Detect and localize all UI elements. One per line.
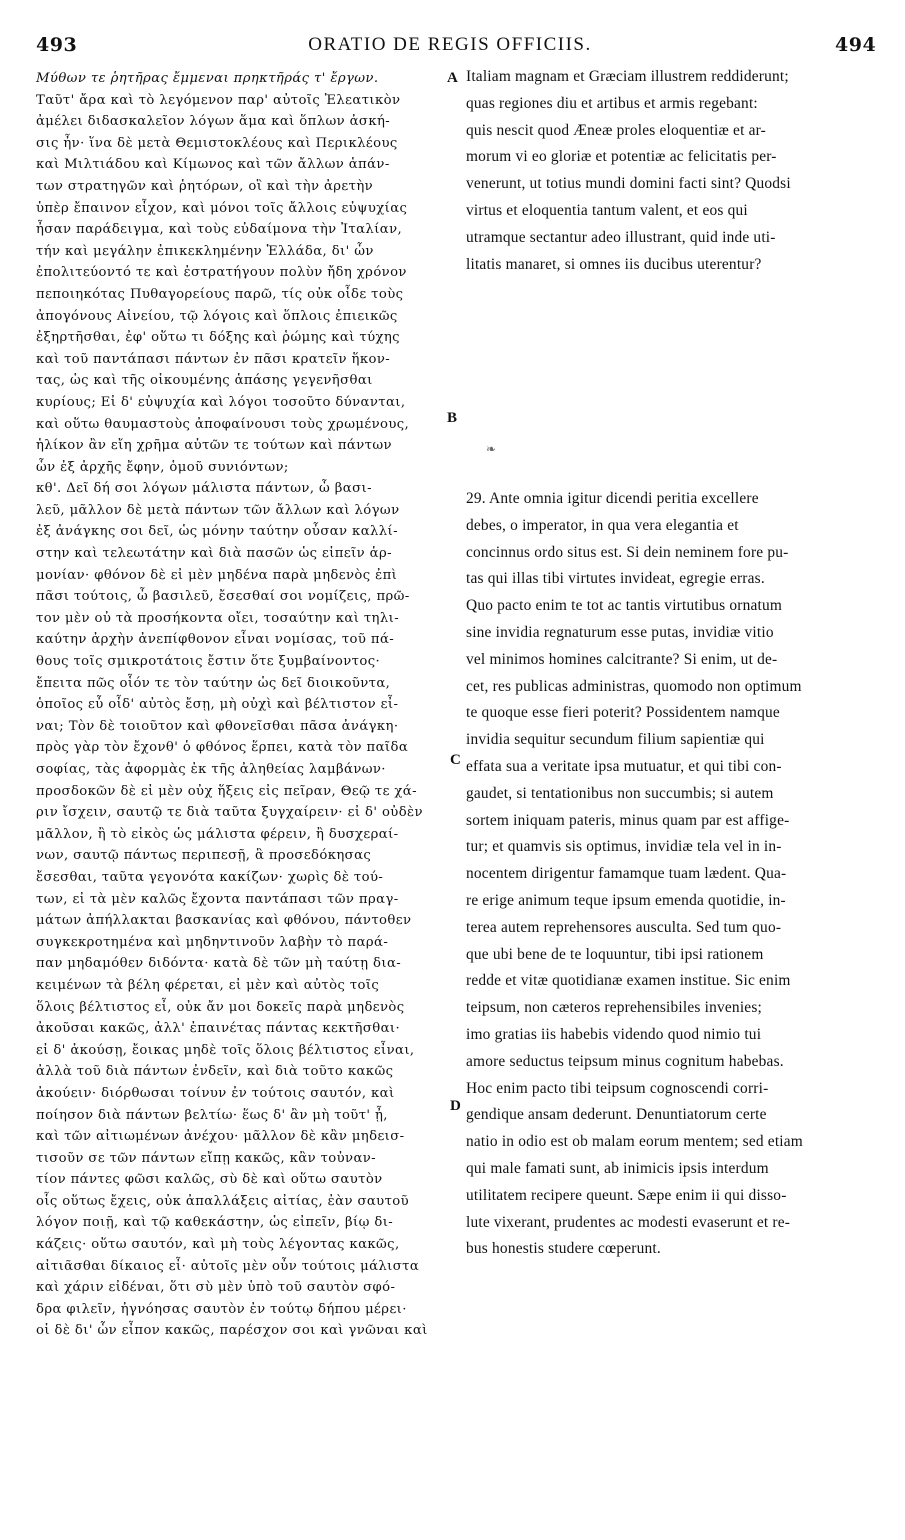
- text-line: tur; et quamvis sis optimus, invidiæ tela vel in in-: [466, 838, 782, 856]
- text-line: στην καὶ τελεωτάτην καὶ διὰ πασῶν ὡς εἰπεῖν ἁρ-: [36, 546, 392, 562]
- text-line: Ταῦτ' ἄρα καὶ τὸ λεγόμενον παρ' αὐτοῖς Ἐλεατικὸν: [36, 92, 401, 108]
- text-line: πεποιηκότας Πυθαγορείους παρῶ, τίς οὐκ οἶδε τοὺς: [36, 286, 404, 302]
- text-line: utramque sectantur adeo illustrant, quid inde uti-: [466, 228, 776, 246]
- text-line: qui male famati sunt, ab inimicis ipsis interdum: [466, 1159, 769, 1177]
- text-line: gendique ansam dederunt. Denuntiatorum certe: [466, 1106, 767, 1124]
- text-line: ριν ἴσχειν, σαυτῷ τε διὰ ταῦτα ξυγχαίρειν· εἰ δ' οὐδὲν: [36, 805, 423, 821]
- text-line: κυρίους; Εἰ δ' εὐψυχία καὶ λόγοι τοσοῦτο δύνανται,: [36, 394, 406, 410]
- text-line: ἀκούειν· διόρθωσαι τοίνυν ἐν τούτοις σαυτόν, καὶ: [36, 1085, 395, 1101]
- text-line: litatis manaret, si omnes iis ducibus uterentur?: [466, 255, 762, 273]
- text-line: κειμένων τὰ βέλη φέρεται, εἰ μὲν καὶ αὐτὸς τοῖς: [36, 977, 380, 993]
- text-line: ὁποῖος εὖ οἶδ' αὐτὸς ἔσῃ, μὴ οὐχὶ καὶ βέλτιστον εἶ-: [36, 697, 399, 713]
- text-line: ἐξηρτῆσθαι, ἐφ' οὕτω τι δόξης καὶ ῥώμης καὶ τύχης: [36, 330, 400, 346]
- text-line: σοφίας, τὰς ἀφορμὰς ἐκ τῆς ἀληθείας λαμβάνων·: [36, 762, 386, 777]
- text-line: Μύθων τε ῥητῆρας ἔμμεναι πρηκτῆράς τ' ἔργων.: [36, 71, 379, 86]
- text-line: μᾶλλον, ἢ τὸ εἰκὸς ὡς μάλιστα φέρειν, ἢ δυσχεραί-: [36, 826, 399, 842]
- text-line: τας, ὡς καὶ τῆς οἰκουμένης ἁπάσης γεγενῆσθαι: [36, 373, 373, 389]
- text-line: sortem iniquam pateris, minus quam par est affige-: [466, 811, 790, 829]
- latin-text-column-top: [466, 64, 868, 278]
- text-line: lute vixerant, prudentes ac modesti evaserunt et re-: [466, 1213, 791, 1231]
- text-line: ποίησον διὰ πάντων βελτίω· ἕως δ' ἂν μὴ τοῦτ' ᾖ,: [36, 1107, 388, 1123]
- text-line: θους τοῖς σμικροτάτοις ἔστιν ὅτε ξυμβαίνοντος·: [36, 654, 381, 670]
- text-line: morum vi eo gloriæ et potentiæ ac felicitatis per-: [466, 148, 777, 166]
- text-line: των στρατηγῶν καὶ ῥητόρων, οἳ καὶ τὴν ἀρετὴν: [36, 178, 374, 194]
- text-line: παν μηδαμόθεν διδόντα· κατὰ δὲ τῶν μὴ ταύτῃ δια-: [36, 956, 402, 972]
- text-line: invidia sequitur secundum filium sapientiæ qui: [466, 731, 765, 749]
- text-line: καὶ Μιλτιάδου καὶ Κίμωνος καὶ τῶν ἄλλων ἁπάν-: [36, 157, 390, 173]
- text-line: νων, σαυτῷ πάντως περιπεσῇ, ἃ προσεδόκησας: [36, 848, 372, 864]
- text-line: τισοῦν σε τῶν πάντων εἴπῃ κακῶς, κἂν τοὐναν-: [36, 1150, 377, 1166]
- text-line: ἀκοῦσαι κακῶς, ἀλλ' ἐπαινέτας πάντας κεκτῆσθαι·: [36, 1021, 401, 1037]
- page-number-left: 493: [36, 34, 78, 56]
- text-line: natio in odio est ob malam eorum mentem; sed etiam: [466, 1133, 803, 1151]
- text-line: redde et vitæ quotidianæ examen institue. Sic enim: [466, 972, 791, 990]
- text-line: ὑπὲρ ἔπαινον εἶχον, καὶ μόνοι τοῖς ἄλλοις εὐψυχίας: [36, 200, 408, 216]
- latin-text-column-bottom: [466, 486, 868, 1263]
- text-line: τον μὲν οὐ τὰ προσήκοντα οἴει, τοσαύτην καὶ τηλι-: [36, 610, 400, 626]
- text-line: ἐπολιτεύοντό τε καὶ ἐστρατήγουν πολὺν ἤδη χρόνον: [36, 265, 407, 281]
- text-line: πᾶσι τούτοις, ὦ βασιλεῦ, ἔσεσθαί σοι νομίζεις, πρῶ-: [36, 589, 410, 605]
- text-line: καὶ τοῦ παντάπασι πάντων ἐν πᾶσι κρατεῖν ἥκον-: [36, 351, 391, 367]
- text-line: utilitatem recipere queunt. Sæpe enim ii qui disso-: [466, 1186, 787, 1204]
- text-line: συγκεκροτημένα καὶ μηδηντινοῦν λαβὴν τὸ παρά-: [36, 934, 389, 950]
- margin-letter-c: C: [450, 752, 461, 768]
- text-line: effata sua a veritate ipsa mutuatur, et qui tibi con-: [466, 757, 782, 775]
- text-line: quis nescit quod Æneæ proles eloquentiæ et ar-: [466, 121, 766, 139]
- text-line: virtus et eloquentia tantum valent, et eos qui: [466, 201, 748, 219]
- text-line: vel minimos homines calcitrante? Si enim, ut de-: [466, 650, 778, 668]
- margin-letter-d: D: [450, 1098, 461, 1114]
- text-line: σις ἦν· ἵνα δὲ μετὰ Θεμιστοκλέους καὶ Περικλέους: [36, 135, 398, 151]
- text-line: ἀμέλει διδασκαλεῖον λόγων ἅμα καὶ ὅπλων ἀσκή-: [36, 114, 391, 130]
- greek-text-column: [36, 68, 446, 1342]
- text-line: Hoc enim pacto tibi teipsum cognoscendi corri-: [466, 1079, 769, 1097]
- text-line: re erige animum teque ipsum emenda quotidie, in-: [466, 891, 786, 909]
- text-line: εἰ δ' ἀκούσῃ, ἔοικας μηδὲ τοῖς ὅλοις βέλτιστος εἶναι,: [36, 1042, 415, 1058]
- text-line: Quo pacto enim te tot ac tantis virtutibus ornatum: [466, 597, 783, 615]
- text-line: 29. Ante omnia igitur dicendi peritia excellere: [466, 490, 759, 507]
- text-line: καὶ οὕτω θαυμαστοὺς ἀποφαίνουσι τοὺς χρωμένους,: [36, 416, 410, 432]
- margin-letter-b: B: [447, 410, 458, 426]
- text-line: sine invidia regnaturum esse putas, invidiæ vitio: [466, 623, 774, 641]
- text-line: teipsum, non cæteros reprehensibiles invenies;: [466, 999, 763, 1017]
- text-line: μάτων ἀπήλλακται βασκανίας καὶ φθόνου, πάντοθεν: [36, 913, 412, 929]
- text-line: αἰτιᾶσθαι δίκαιος εἶ· αὐτοῖς μὲν οὖν τούτοις μάλιστα: [36, 1258, 420, 1274]
- text-line: καὶ χάριν εἰδέναι, ὅτι σὺ μὲν ὑπὸ τοῦ σαυτὸν σφό-: [36, 1280, 396, 1296]
- text-line: gaudet, si tentationibus non succumbis; si autem: [466, 784, 774, 802]
- text-line: λόγον ποιῇ, καὶ τῷ καθεκάστην, ὡς εἰπεῖν, βίῳ δι-: [36, 1215, 394, 1231]
- text-line: cet, res publicas administras, quomodo non optimum: [466, 677, 802, 695]
- text-line: ναι; Τὸν δὲ τοιοῦτον καὶ φθονεῖσθαι πᾶσα ἀνάγκη·: [36, 718, 399, 734]
- text-line: terea autem reprehensores ausculta. Sed tum quo-: [466, 918, 782, 936]
- text-line: ἀλλὰ τοῦ διὰ πάντων ἐνδεῖν, καὶ διὰ τοῦτο κακῶς: [36, 1064, 394, 1080]
- text-line: ἡλίκον ἂν εἴη χρῆμα αὐτῶν τε τούτων καὶ πάντων: [36, 438, 392, 454]
- text-line: ἔπειτα πῶς οἷόν τε τὸν ταύτην ὡς δεῖ διοικοῦντα,: [36, 675, 391, 691]
- text-line: concinnus ordo situs est. Si dein neminem fore pu-: [466, 543, 789, 561]
- text-line: καύτην ἀρχὴν ἀνεπίφθονον εἶναι νομίσας, τοῦ πά-: [36, 632, 395, 648]
- text-line: quas regiones diu et artibus et armis regebant:: [466, 94, 758, 112]
- text-line: οἷς οὕτως ἔχεις, οὐκ ἀπαλλάξεις αἰτίας, ἐὰν σαυτοῦ: [36, 1193, 410, 1209]
- print-speck: ❧: [486, 442, 497, 456]
- text-line: τίον πάντες φῶσι καλῶς, σὺ δὲ καὶ οὕτω σαυτὸν: [36, 1172, 383, 1188]
- running-title: ORATIO DE REGIS OFFICIIS.: [308, 34, 592, 55]
- text-line: ἔσεσθαι, ταῦτα γεγονότα κακίζων· χωρὶς δὲ τού-: [36, 869, 384, 885]
- text-line: te quoque esse fieri poterit? Possidentem namque: [466, 704, 780, 722]
- text-line: ὧν ἐξ ἀρχῆς ἔφην, ὁμοῦ συνιόντων;: [36, 459, 289, 475]
- running-header: [0, 34, 905, 64]
- text-line: nocentem dirigentur famamque tuam lædent. Qua-: [466, 865, 787, 883]
- page-number-right: 494: [835, 34, 877, 56]
- text-line: que ubi bene de te loquuntur, tibi ipsi rationem: [466, 945, 764, 963]
- text-line: ἐξ ἀνάγκης σοι δεῖ, ὡς μόνην ταύτην οὖσαν καλλί-: [36, 524, 398, 540]
- text-line: imo gratias iis habebis videndo quod nimio tui: [466, 1025, 762, 1043]
- text-line: debes, o imperator, in qua vera elegantia et: [466, 516, 739, 534]
- text-line: bus honestis studere cœperunt.: [466, 1240, 661, 1258]
- text-line: τήν καὶ μεγάλην ἐπικεκλημένην Ἑλλάδα, δι' ὧν: [36, 243, 374, 259]
- text-line: των, εἰ τὰ μὲν καλῶς ἔχοντα παντάπασι τῶν πραγ-: [36, 891, 399, 907]
- margin-letter-a: A: [447, 70, 458, 86]
- text-line: κάζεις· οὕτω σαυτόν, καὶ μὴ τοὺς λέγοντας κακῶς,: [36, 1237, 400, 1253]
- text-line: δρα φιλεῖν, ἠγνόησας σαυτὸν ἐν τούτῳ δήπου μέρει·: [36, 1301, 407, 1317]
- text-line: οἱ δὲ δι' ὧν εἶπον κακῶς, παρέσχον σοι καὶ γνῶναι καὶ: [36, 1323, 428, 1339]
- text-line: λεῦ, μᾶλλον δὲ μετὰ πάντων τῶν ἄλλων καὶ λόγων: [36, 502, 400, 518]
- text-line: tas qui illas tibi virtutes invideat, egregie erras.: [466, 570, 765, 588]
- text-line: πρὸς γὰρ τὸν ἔχονθ' ὁ φθόνος ἕρπει, κατὰ τὸν παῖδα: [36, 740, 409, 756]
- text-line: amore seductus teipsum minus cognitum habebas.: [466, 1052, 784, 1070]
- text-line: κθ'. Δεῖ δή σοι λόγων μάλιστα πάντων, ὦ βασι-: [36, 481, 372, 497]
- text-line: ἀπογόνους Αἰνείου, τῷ λόγοις καὶ ὅπλοις ἐπιεικῶς: [36, 308, 398, 324]
- text-line: venerunt, ut totius mundi domini facti sint? Quodsi: [466, 175, 791, 193]
- text-line: μονίαν· φθόνον δὲ εἰ μὲν μηδένα παρὰ μηδενὸς ἐπὶ: [36, 567, 398, 583]
- text-line: ἦσαν παράδειγμα, καὶ τοὺς εὐδαίμονα τὴν Ἰταλίαν,: [36, 222, 403, 238]
- text-line: προσδοκῶν δὲ εἰ μὲν οὐχ ἥξεις εἰς πεῖραν, Θεῷ τε χά-: [36, 783, 417, 799]
- text-line: Italiam magnam et Græciam illustrem reddiderunt;: [466, 68, 789, 85]
- text-line: ὅλοις βέλτιστος εἶ, οὐκ ἄν μοι δοκεῖς παρὰ μηδενὸς: [36, 999, 405, 1015]
- text-line: καὶ τῶν αἰτιωμένων ἀνέχου· μᾶλλον δὲ κἂν μηδεισ-: [36, 1129, 405, 1145]
